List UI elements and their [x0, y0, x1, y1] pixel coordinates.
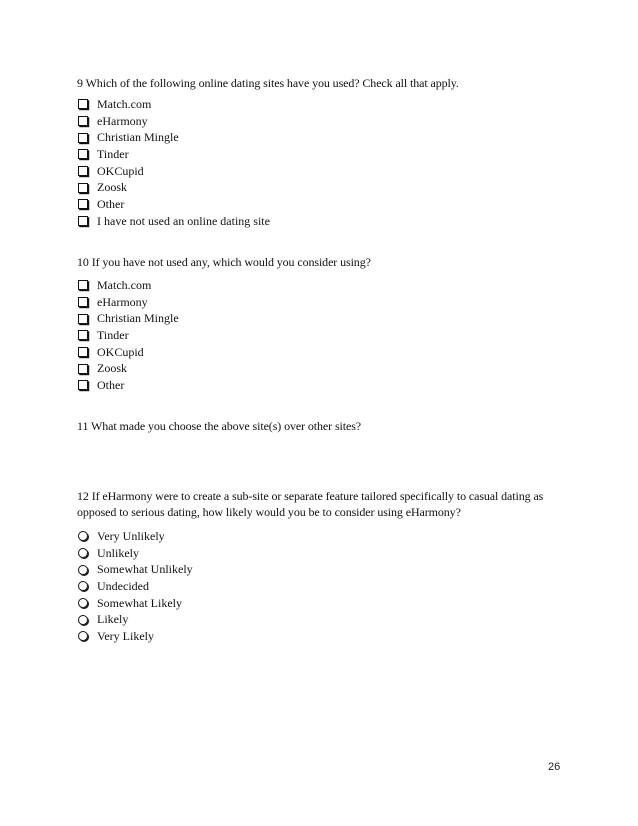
radio-icon[interactable]	[78, 615, 88, 625]
checkbox-icon[interactable]	[78, 183, 88, 193]
question-12-options	[77, 528, 193, 645]
q12-option-label: Very Unlikely	[97, 529, 165, 543]
checkbox-icon[interactable]	[78, 133, 88, 143]
q10-option[interactable]	[77, 344, 179, 361]
question-10-options	[77, 277, 179, 394]
q12-option-label: Undecided	[97, 579, 149, 594]
q10-option-label: eHarmony	[97, 294, 148, 309]
question-11-text: 11 What made you choose the above site(s) over other sites?	[77, 419, 362, 433]
q10-option[interactable]	[77, 310, 179, 327]
radio-icon[interactable]	[78, 565, 88, 575]
q9-option-label: I have not used an online dating site	[97, 213, 270, 228]
checkbox-icon[interactable]	[78, 314, 88, 324]
checkbox-icon[interactable]	[78, 330, 88, 340]
checkbox-icon[interactable]	[78, 347, 88, 357]
q12-option[interactable]	[77, 545, 193, 562]
radio-icon[interactable]	[78, 581, 88, 591]
checkbox-icon[interactable]	[78, 149, 88, 159]
q9-option[interactable]	[77, 96, 270, 113]
page-number: 26	[548, 761, 561, 773]
question-10-text: 10 If you have not used any, which would you consider using?	[77, 255, 371, 269]
q9-option-label: eHarmony	[97, 113, 148, 128]
radio-icon[interactable]	[78, 598, 88, 608]
q10-option-label: Tinder	[97, 328, 129, 343]
q9-option-label: OKCupid	[97, 163, 144, 178]
checkbox-icon[interactable]	[78, 280, 88, 290]
q10-option[interactable]	[77, 294, 179, 311]
q9-option[interactable]	[77, 179, 270, 196]
q10-option[interactable]	[77, 277, 179, 294]
q12-option[interactable]	[77, 578, 193, 595]
q9-option-label: Christian Mingle	[97, 130, 179, 145]
q9-option[interactable]	[77, 146, 270, 163]
q10-option-label: Match.com	[97, 278, 152, 292]
q9-option-label: Other	[97, 197, 125, 212]
checkbox-icon[interactable]	[78, 364, 88, 374]
q12-option[interactable]	[77, 628, 193, 645]
checkbox-icon[interactable]	[78, 216, 88, 226]
checkbox-icon[interactable]	[78, 116, 88, 126]
q12-option[interactable]	[77, 595, 193, 612]
checkbox-icon[interactable]	[78, 380, 88, 390]
checkbox-icon[interactable]	[78, 166, 88, 176]
q12-option[interactable]	[77, 561, 193, 578]
q10-option[interactable]	[77, 377, 179, 394]
q10-option-label: Christian Mingle	[97, 311, 179, 326]
q10-option-label: Other	[97, 378, 125, 393]
q9-option-label: Tinder	[97, 147, 129, 162]
q10-option-label: OKCupid	[97, 344, 144, 359]
radio-icon[interactable]	[78, 531, 88, 541]
q12-option-label: Unlikely	[97, 545, 139, 560]
q10-option[interactable]	[77, 360, 179, 377]
q12-option-label: Very Likely	[97, 629, 154, 644]
q9-option[interactable]	[77, 129, 270, 146]
q12-option[interactable]	[77, 528, 193, 545]
q12-option-label: Somewhat Likely	[97, 595, 182, 610]
q12-option-label: Somewhat Unlikely	[97, 562, 193, 577]
q9-option[interactable]	[77, 196, 270, 213]
q9-option[interactable]	[77, 163, 270, 180]
q9-option-label: Zoosk	[97, 180, 127, 195]
q9-option[interactable]	[77, 213, 270, 230]
checkbox-icon[interactable]	[78, 99, 88, 109]
q9-option[interactable]	[77, 113, 270, 130]
checkbox-icon[interactable]	[78, 297, 88, 307]
q10-option[interactable]	[77, 327, 179, 344]
q12-option-label: Likely	[97, 612, 129, 627]
q12-option[interactable]	[77, 611, 193, 628]
checkbox-icon[interactable]	[78, 199, 88, 209]
question-9-options	[77, 96, 270, 230]
question-9-text: 9 Which of the following online dating sites have you used? Check all that apply.	[77, 76, 459, 90]
radio-icon[interactable]	[78, 548, 88, 558]
q9-option-label: Match.com	[97, 97, 152, 111]
question-12-text: 12 If eHarmony were to create a sub-site or separate feature tailored specifically to casual dating as opposed to serious dating, how likely would you be to consider using eHarmony?	[77, 489, 544, 519]
radio-icon[interactable]	[78, 631, 88, 641]
q10-option-label: Zoosk	[97, 361, 127, 376]
